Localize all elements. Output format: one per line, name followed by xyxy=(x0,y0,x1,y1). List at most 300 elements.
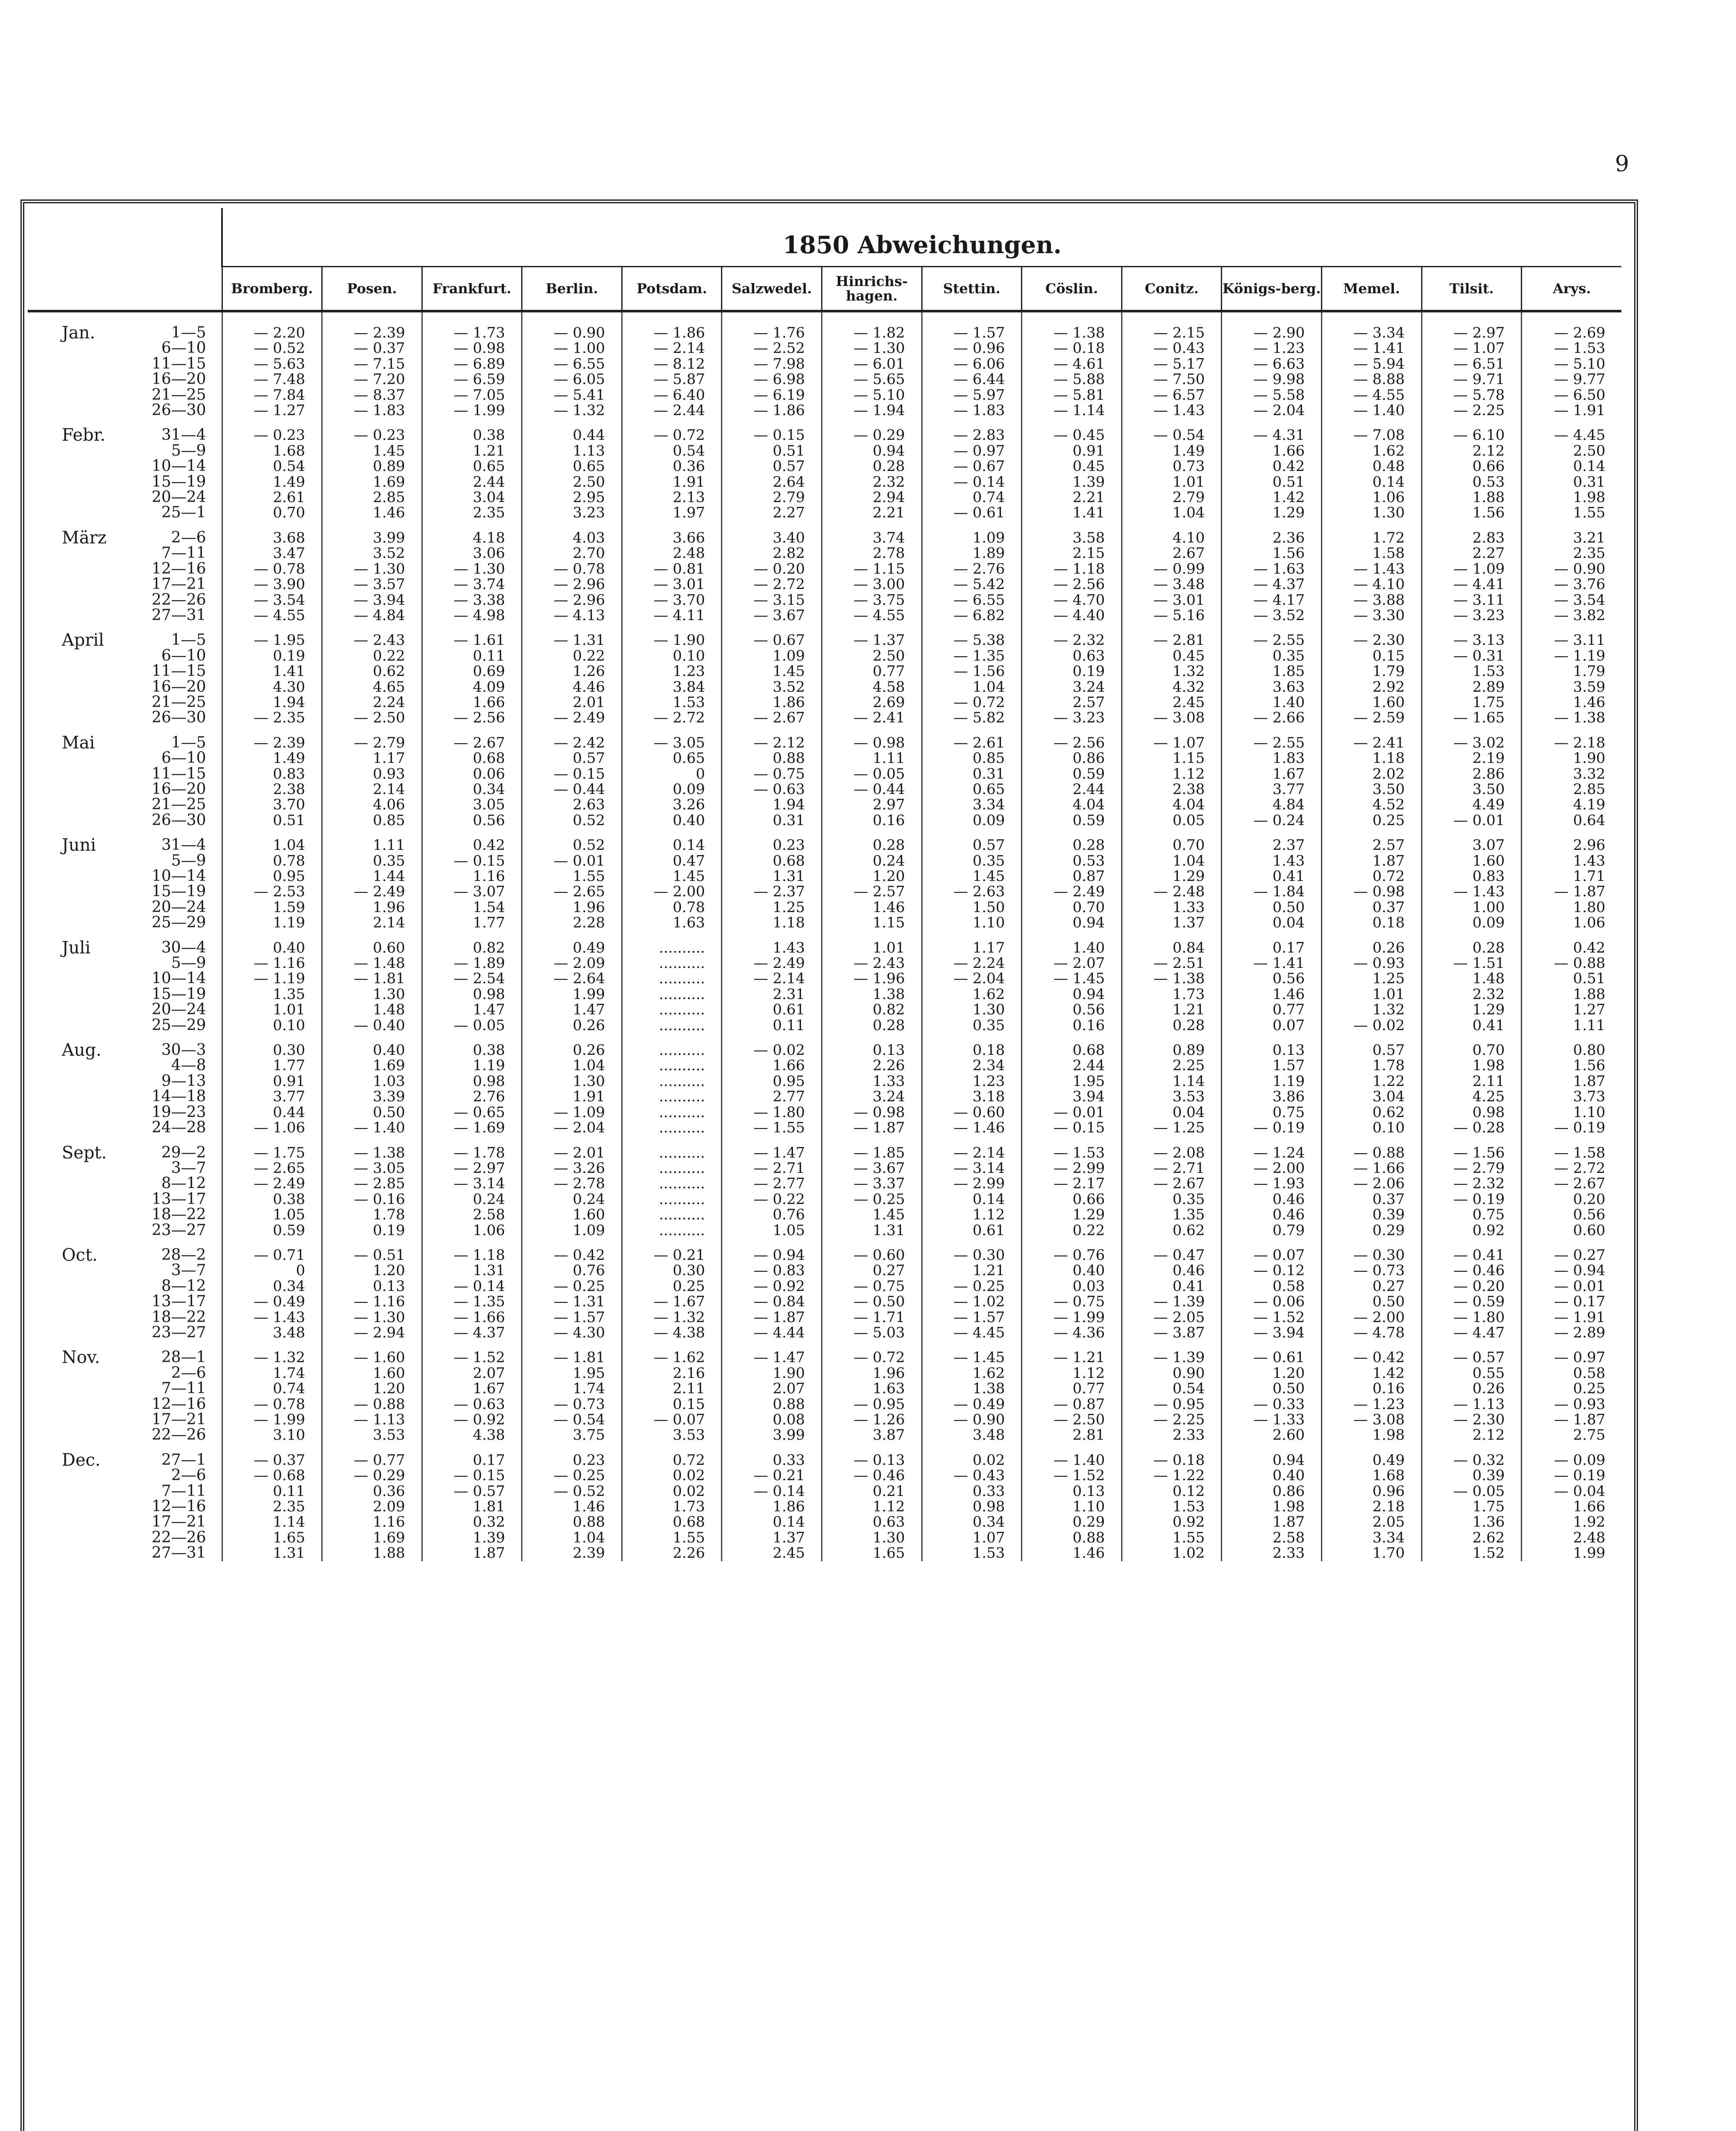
value-cell: 2.92 xyxy=(1322,679,1422,695)
corner-cell xyxy=(28,208,222,311)
value-cell: 1.30 xyxy=(822,1530,922,1545)
date-cell xyxy=(28,1238,222,1263)
value-cell: — 2.57 xyxy=(822,884,922,899)
value-cell: 0.24 xyxy=(422,1192,522,1207)
value-cell: 2.11 xyxy=(622,1381,722,1396)
table-row xyxy=(28,1002,1621,1017)
value-cell: 0.28 xyxy=(822,459,922,474)
value-cell: 1.66 xyxy=(722,1058,822,1073)
value-cell: — 1.47 xyxy=(722,1136,822,1161)
value-cell: 0.51 xyxy=(1222,474,1322,490)
value-cell: 3.39 xyxy=(322,1089,422,1104)
value-cell: — 2.56 xyxy=(1022,577,1122,592)
date-cell xyxy=(28,1136,222,1161)
value-cell: 0.42 xyxy=(1222,459,1322,474)
value-cell: 1.23 xyxy=(922,1074,1022,1089)
table-row xyxy=(28,387,1621,403)
value-cell: 1.38 xyxy=(922,1381,1022,1396)
value-cell: — 1.66 xyxy=(422,1310,522,1325)
value-cell: 1.43 xyxy=(1522,853,1622,869)
value-cell: — 2.12 xyxy=(722,726,822,751)
value-cell: — 1.45 xyxy=(1022,971,1122,986)
date-cell xyxy=(28,1325,222,1340)
value-cell: 0.52 xyxy=(522,828,622,853)
value-cell: — 0.15 xyxy=(1022,1120,1122,1135)
value-cell: — 2.64 xyxy=(522,971,622,986)
value-cell: 1.53 xyxy=(1122,1499,1222,1514)
value-cell: — 1.15 xyxy=(822,561,922,577)
value-cell: — 2.41 xyxy=(1322,726,1422,751)
table-row xyxy=(28,418,1621,443)
value-cell: — 4.17 xyxy=(1222,592,1322,608)
value-cell: 0.84 xyxy=(1122,931,1222,956)
value-cell: — 3.48 xyxy=(1122,577,1222,592)
date-cell xyxy=(28,695,222,710)
date-cell xyxy=(28,1161,222,1176)
value-cell: — 1.83 xyxy=(322,403,422,418)
date-range: 22—26 xyxy=(151,1426,206,1444)
value-cell: — 1.40 xyxy=(1022,1443,1122,1468)
value-cell: — 2.94 xyxy=(322,1325,422,1340)
value-cell: — 1.80 xyxy=(1422,1310,1522,1325)
value-cell: — 1.53 xyxy=(1522,341,1622,356)
date-cell xyxy=(28,474,222,490)
value-cell: 3.99 xyxy=(722,1427,822,1443)
value-cell: 2.62 xyxy=(1422,1530,1522,1545)
value-cell: 0.93 xyxy=(322,766,422,782)
value-cell: 1.98 xyxy=(1522,490,1622,505)
value-cell: — 2.53 xyxy=(222,884,322,899)
date-cell xyxy=(28,1033,222,1058)
value-cell: 1.56 xyxy=(1422,505,1522,520)
value-cell: 1.37 xyxy=(722,1530,822,1545)
value-cell: 2.07 xyxy=(422,1366,522,1381)
value-cell: 2.44 xyxy=(422,474,522,490)
value-cell: 2.33 xyxy=(1222,1545,1322,1561)
value-cell: 1.87 xyxy=(1322,853,1422,869)
value-cell: 0.83 xyxy=(222,766,322,782)
date-cell xyxy=(28,956,222,971)
station-header: Arys. xyxy=(1522,267,1622,312)
month-label: März xyxy=(62,528,107,548)
value-cell: — 0.15 xyxy=(722,418,822,443)
value-cell: 1.69 xyxy=(322,474,422,490)
value-cell: — 2.05 xyxy=(1122,1310,1222,1325)
value-cell: 0.70 xyxy=(1122,828,1222,853)
date-cell xyxy=(28,403,222,418)
date-cell xyxy=(28,561,222,577)
value-cell: 0.29 xyxy=(1322,1223,1422,1238)
value-cell: — 6.57 xyxy=(1122,387,1222,403)
value-cell: — 1.33 xyxy=(1222,1412,1322,1427)
value-cell: — 2.49 xyxy=(722,956,822,971)
value-cell: — 0.92 xyxy=(422,1412,522,1427)
value-cell: — 1.02 xyxy=(922,1294,1022,1309)
value-cell: — 2.09 xyxy=(522,956,622,971)
value-cell: 1.71 xyxy=(1522,869,1622,884)
value-cell: — 6.51 xyxy=(1422,356,1522,372)
value-cell: — 0.90 xyxy=(522,311,622,341)
value-cell: — 1.18 xyxy=(422,1238,522,1263)
station-header: Berlin. xyxy=(522,267,622,312)
value-cell: — 0.18 xyxy=(1122,1443,1222,1468)
value-cell: 4.52 xyxy=(1322,797,1422,812)
date-range: 28—1 xyxy=(161,1348,206,1366)
value-cell: 1.86 xyxy=(722,1499,822,1514)
date-range: 11—15 xyxy=(151,355,206,372)
value-cell: 1.20 xyxy=(1222,1366,1322,1381)
value-cell: — 1.90 xyxy=(622,623,722,648)
value-cell: 1.96 xyxy=(822,1366,922,1381)
value-cell: 0.90 xyxy=(1122,1366,1222,1381)
value-cell: 1.94 xyxy=(722,797,822,812)
value-cell: 1.65 xyxy=(822,1545,922,1561)
table-row xyxy=(28,1263,1621,1278)
value-cell: — 0.98 xyxy=(822,1105,922,1120)
value-cell: — 1.38 xyxy=(1022,311,1122,341)
value-cell: 0.73 xyxy=(1122,459,1222,474)
value-cell: — 2.55 xyxy=(1222,726,1322,751)
value-cell: — 0.97 xyxy=(922,443,1022,459)
value-cell: 2.36 xyxy=(1222,521,1322,546)
value-cell: — 2.50 xyxy=(322,710,422,725)
month-label: Nov. xyxy=(62,1348,100,1368)
value-cell: — 0.98 xyxy=(422,341,522,356)
value-cell: 0.31 xyxy=(1522,474,1622,490)
value-cell: 0.74 xyxy=(222,1381,322,1396)
value-cell: 0.94 xyxy=(1222,1443,1322,1468)
value-cell: — 1.80 xyxy=(722,1105,822,1120)
date-cell xyxy=(28,546,222,561)
value-cell: — 0.97 xyxy=(1522,1340,1622,1365)
value-cell: 1.37 xyxy=(1122,915,1222,930)
table-row xyxy=(28,1514,1621,1530)
value-cell: — 1.14 xyxy=(1022,403,1122,418)
value-cell: 0.39 xyxy=(1322,1207,1422,1222)
value-cell: 0.70 xyxy=(1422,1033,1522,1058)
table-row xyxy=(28,766,1621,782)
value-cell: 0.25 xyxy=(1522,1381,1622,1396)
value-cell: 0.26 xyxy=(1422,1381,1522,1396)
value-cell: 1.60 xyxy=(322,1366,422,1381)
value-cell: 0.18 xyxy=(1322,915,1422,930)
value-cell: 0.54 xyxy=(622,443,722,459)
value-cell: — 0.83 xyxy=(722,1263,822,1278)
date-cell xyxy=(28,1468,222,1483)
value-cell: 1.15 xyxy=(822,915,922,930)
value-cell: 1.92 xyxy=(1522,1514,1622,1530)
value-cell: 1.66 xyxy=(1522,1499,1622,1514)
value-cell: — 5.78 xyxy=(1422,387,1522,403)
table-row xyxy=(28,490,1621,505)
value-cell: 2.76 xyxy=(422,1089,522,1104)
value-cell: — 3.88 xyxy=(1322,592,1422,608)
date-cell xyxy=(28,884,222,899)
value-cell: 1.60 xyxy=(522,1207,622,1222)
value-cell: — 2.59 xyxy=(1322,710,1422,725)
value-cell: 3.74 xyxy=(822,521,922,546)
value-cell: — 2.81 xyxy=(1122,623,1222,648)
value-cell: 0.50 xyxy=(1322,1294,1422,1309)
value-cell: — 0.93 xyxy=(1322,956,1422,971)
value-cell: — 1.99 xyxy=(422,403,522,418)
value-cell: — 0.47 xyxy=(1122,1238,1222,1263)
value-cell: 1.05 xyxy=(222,1207,322,1222)
value-cell: — 3.57 xyxy=(322,577,422,592)
value-cell: — 2.67 xyxy=(1122,1176,1222,1191)
date-cell xyxy=(28,813,222,828)
date-range: 19—23 xyxy=(151,1103,206,1121)
value-cell: — 0.05 xyxy=(422,1018,522,1033)
value-cell: — 7.50 xyxy=(1122,372,1222,387)
value-cell: 1.53 xyxy=(1422,664,1522,679)
date-range: 20—24 xyxy=(151,488,206,506)
value-cell: — 5.03 xyxy=(822,1325,922,1340)
value-cell: 0.78 xyxy=(222,853,322,869)
value-cell: 0.68 xyxy=(622,1514,722,1530)
value-cell: 0.13 xyxy=(1222,1033,1322,1058)
value-cell: — 1.91 xyxy=(1522,1310,1622,1325)
value-cell: — 1.27 xyxy=(222,403,322,418)
value-cell: 0.54 xyxy=(222,459,322,474)
value-cell: — 2.90 xyxy=(1222,311,1322,341)
value-cell: — 0.30 xyxy=(1322,1238,1422,1263)
value-cell: 2.35 xyxy=(1522,546,1622,561)
date-range: 1—5 xyxy=(171,733,206,751)
value-cell: — 4.41 xyxy=(1422,577,1522,592)
value-cell: .......... xyxy=(622,1207,722,1222)
value-cell: 0.58 xyxy=(1522,1366,1622,1381)
value-cell: 1.77 xyxy=(222,1058,322,1073)
value-cell: — 0.05 xyxy=(822,766,922,782)
value-cell: — 1.71 xyxy=(822,1310,922,1325)
value-cell: 0.34 xyxy=(222,1279,322,1294)
value-cell: — 1.37 xyxy=(822,623,922,648)
value-cell: 1.45 xyxy=(622,869,722,884)
value-cell: — 0.67 xyxy=(922,459,1022,474)
value-cell: — 5.41 xyxy=(522,387,622,403)
date-range: 27—1 xyxy=(161,1451,206,1469)
value-cell: 0.54 xyxy=(1122,1381,1222,1396)
value-cell: 0.49 xyxy=(522,931,622,956)
value-cell: — 0.42 xyxy=(522,1238,622,1263)
value-cell: — 0.21 xyxy=(722,1468,822,1483)
value-cell: 3.50 xyxy=(1322,782,1422,797)
date-cell xyxy=(28,1074,222,1089)
value-cell: 1.75 xyxy=(1422,1499,1522,1514)
value-cell: 0.82 xyxy=(422,931,522,956)
value-cell: — 7.98 xyxy=(722,356,822,372)
value-cell: — 6.89 xyxy=(422,356,522,372)
value-cell: — 0.72 xyxy=(922,695,1022,710)
value-cell: 0.07 xyxy=(1222,1018,1322,1033)
value-cell: 3.86 xyxy=(1222,1089,1322,1104)
value-cell: 1.25 xyxy=(722,900,822,915)
table-row xyxy=(28,931,1621,956)
value-cell: — 2.69 xyxy=(1522,311,1622,341)
value-cell: 1.62 xyxy=(1322,443,1422,459)
value-cell: 2.89 xyxy=(1422,679,1522,695)
value-cell: 2.28 xyxy=(522,915,622,930)
value-cell: — 5.65 xyxy=(822,372,922,387)
value-cell: — 4.38 xyxy=(622,1325,722,1340)
value-cell: — 1.13 xyxy=(322,1412,422,1427)
value-cell: — 1.94 xyxy=(822,403,922,418)
value-cell: — 0.44 xyxy=(522,782,622,797)
value-cell: 0.59 xyxy=(1022,813,1122,828)
value-cell: 0.16 xyxy=(822,813,922,828)
value-cell: — 0.90 xyxy=(922,1412,1022,1427)
table-row xyxy=(28,1381,1621,1396)
value-cell: — 0.52 xyxy=(222,341,322,356)
value-cell: — 2.97 xyxy=(422,1161,522,1176)
value-cell: 2.26 xyxy=(822,1058,922,1073)
value-cell: 2.82 xyxy=(722,546,822,561)
value-cell: 0.87 xyxy=(1022,869,1122,884)
value-cell: 0.75 xyxy=(1422,1207,1522,1222)
value-cell: — 3.74 xyxy=(422,577,522,592)
value-cell: 0.27 xyxy=(822,1263,922,1278)
date-cell xyxy=(28,1545,222,1561)
value-cell: 1.42 xyxy=(1322,1366,1422,1381)
value-cell: 0.15 xyxy=(622,1397,722,1412)
value-cell: — 6.55 xyxy=(922,592,1022,608)
date-range: 30—4 xyxy=(161,938,206,956)
value-cell: — 6.01 xyxy=(822,356,922,372)
value-cell: — 2.85 xyxy=(322,1176,422,1191)
value-cell: — 3.75 xyxy=(822,592,922,608)
table-row xyxy=(28,782,1621,797)
value-cell: — 0.37 xyxy=(322,341,422,356)
value-cell: 1.52 xyxy=(1422,1545,1522,1561)
value-cell: — 0.42 xyxy=(1322,1340,1422,1365)
value-cell: — 0.60 xyxy=(822,1238,922,1263)
date-range: 11—15 xyxy=(151,765,206,783)
table-row xyxy=(28,1412,1621,1427)
value-cell: — 0.07 xyxy=(622,1412,722,1427)
value-cell: 0.89 xyxy=(322,459,422,474)
value-cell: 0.46 xyxy=(1222,1192,1322,1207)
value-cell: 0.10 xyxy=(622,648,722,664)
table-row xyxy=(28,474,1621,490)
value-cell: 1.85 xyxy=(1222,664,1322,679)
value-cell: — 5.97 xyxy=(922,387,1022,403)
date-cell xyxy=(28,1340,222,1368)
value-cell: — 0.76 xyxy=(1022,1238,1122,1263)
value-cell: — 4.70 xyxy=(1022,592,1122,608)
value-cell: 1.74 xyxy=(222,1366,322,1381)
value-cell: — 0.04 xyxy=(1522,1484,1622,1499)
value-cell: — 5.38 xyxy=(922,623,1022,648)
value-cell: — 0.17 xyxy=(1522,1294,1622,1309)
value-cell: 0.41 xyxy=(1122,1279,1222,1294)
date-range: 2—6 xyxy=(171,528,206,546)
value-cell: 1.45 xyxy=(722,664,822,679)
value-cell: 1.31 xyxy=(222,1545,322,1561)
value-cell: 0.45 xyxy=(1022,459,1122,474)
value-cell: 1.31 xyxy=(822,1223,922,1238)
value-cell: — 4.37 xyxy=(1222,577,1322,592)
value-cell: 2.70 xyxy=(522,546,622,561)
value-cell: 0.80 xyxy=(1522,1033,1622,1058)
value-cell: 1.88 xyxy=(322,1545,422,1561)
value-cell: 2.19 xyxy=(1422,751,1522,766)
value-cell: 0.98 xyxy=(1422,1105,1522,1120)
value-cell: — 1.63 xyxy=(1222,561,1322,577)
value-cell: 1.60 xyxy=(1422,853,1522,869)
value-cell: 3.59 xyxy=(1522,679,1622,695)
value-cell: — 0.19 xyxy=(1522,1468,1622,1483)
value-cell: 2.75 xyxy=(1522,1427,1622,1443)
value-cell: .......... xyxy=(622,1136,722,1161)
date-range: 20—24 xyxy=(151,1001,206,1019)
value-cell: 1.33 xyxy=(1122,900,1222,915)
value-cell: 0.58 xyxy=(1222,1279,1322,1294)
table-row xyxy=(28,1499,1621,1514)
value-cell: 0.64 xyxy=(1522,813,1622,828)
value-cell: — 1.41 xyxy=(1222,956,1322,971)
value-cell: — 8.37 xyxy=(322,387,422,403)
value-cell: — 0.06 xyxy=(1222,1294,1322,1309)
date-range: 3—7 xyxy=(171,1159,206,1177)
date-cell xyxy=(28,1207,222,1222)
value-cell: 2.25 xyxy=(1122,1058,1222,1073)
value-cell: 1.05 xyxy=(722,1223,822,1238)
value-cell: — 1.09 xyxy=(1422,561,1522,577)
value-cell: 0.51 xyxy=(722,443,822,459)
date-cell xyxy=(28,592,222,608)
value-cell: — 1.38 xyxy=(1522,710,1622,725)
value-cell: — 1.83 xyxy=(922,403,1022,418)
value-cell: 1.32 xyxy=(1122,664,1222,679)
table-row xyxy=(28,1136,1621,1161)
value-cell: 2.33 xyxy=(1122,1427,1222,1443)
value-cell: — 0.84 xyxy=(722,1294,822,1309)
value-cell: 0.02 xyxy=(622,1484,722,1499)
value-cell: 0.09 xyxy=(1422,915,1522,930)
value-cell: .......... xyxy=(622,987,722,1002)
value-cell: — 7.05 xyxy=(422,387,522,403)
value-cell: 0.94 xyxy=(1022,987,1122,1002)
value-cell: 1.06 xyxy=(422,1223,522,1238)
date-cell xyxy=(28,387,222,403)
table-row xyxy=(28,372,1621,387)
value-cell: 1.80 xyxy=(1522,900,1622,915)
value-cell: 0.30 xyxy=(622,1263,722,1278)
value-cell: — 3.14 xyxy=(922,1161,1022,1176)
value-cell: 3.50 xyxy=(1422,782,1522,797)
value-cell: 2.38 xyxy=(1122,782,1222,797)
value-cell: .......... xyxy=(622,1058,722,1073)
value-cell: 2.69 xyxy=(822,695,922,710)
value-cell: 4.06 xyxy=(322,797,422,812)
value-cell: — 3.08 xyxy=(1122,710,1222,725)
value-cell: 1.53 xyxy=(922,1545,1022,1561)
station-header: Potsdam. xyxy=(622,267,722,312)
value-cell: — 1.09 xyxy=(522,1105,622,1120)
value-cell: 0.35 xyxy=(922,853,1022,869)
value-cell: — 1.76 xyxy=(722,311,822,341)
value-cell: — 0.71 xyxy=(222,1238,322,1263)
date-cell xyxy=(28,623,222,648)
table-body xyxy=(28,311,1621,1561)
value-cell: — 3.34 xyxy=(1322,311,1422,341)
value-cell: — 0.49 xyxy=(222,1294,322,1309)
value-cell: 1.69 xyxy=(322,1058,422,1073)
value-cell: 0.50 xyxy=(1222,1381,1322,1396)
value-cell: — 1.96 xyxy=(822,971,922,986)
value-cell: — 0.02 xyxy=(722,1033,822,1058)
